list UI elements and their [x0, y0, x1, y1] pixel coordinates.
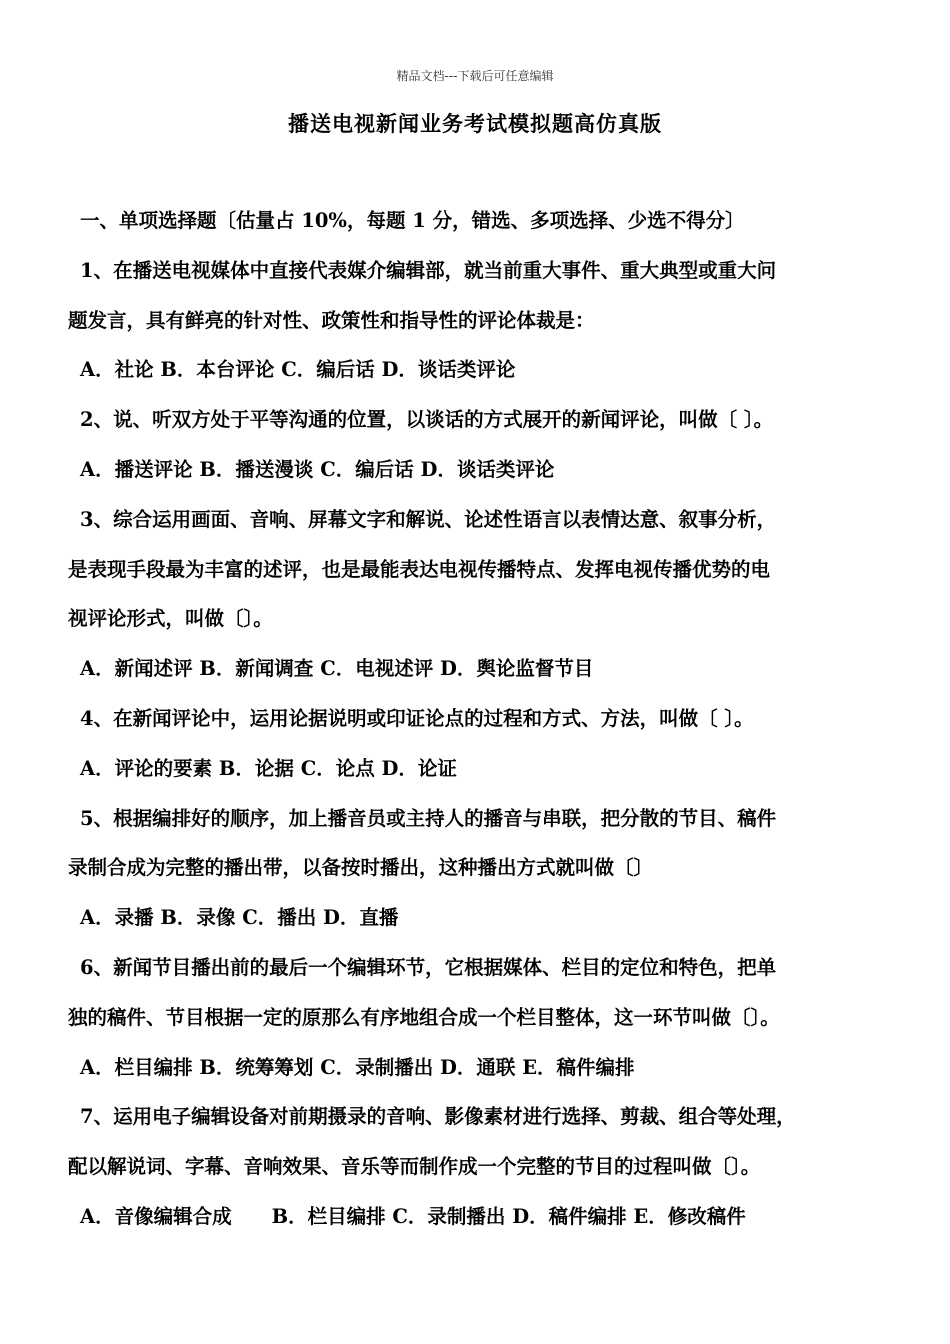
question-3-options: A．新闻述评 B．新闻调查 C．电视述评 D．舆论监督节目 [80, 657, 594, 681]
question-7-line-2: 配以解说词、字幕、音响效果、音乐等而制作成一个完整的节目的过程叫做〔〕。 [68, 1155, 761, 1179]
question-3-line-2: 是表现手段最为丰富的述评，也是最能表达电视传播特点、发挥电视传播优势的电 [68, 557, 771, 581]
section-heading: 一、单项选择题〔估量占 10%，每题 1 分，错选、多项选择、少选不得分〕 [80, 209, 745, 232]
question-3-line-3: 视评论形式，叫做〔〕。 [68, 607, 273, 631]
question-7-line-1: 7、运用电子编辑设备对前期摄录的音响、影像素材进行选择、剪裁、组合等处理， [80, 1105, 796, 1129]
question-2-options: A．播送评论 B．播送漫谈 C．编后话 D．谈话类评论 [80, 457, 555, 481]
question-7-option-a: A．音像编辑合成 [80, 1204, 232, 1228]
document-title: 播送电视新闻业务考试模拟题高仿真版 [288, 111, 662, 136]
question-3-line-1: 3、综合运用画面、音响、屏幕文字和解说、论述性语言以表情达意、叙事分析， [80, 507, 777, 531]
question-6-line-2: 独的稿件、节目根据一定的原那么有序地组合成一个栏目整体，这一环节叫做〔〕。 [68, 1005, 780, 1029]
question-1-line-2: 题发言，具有鲜亮的针对性、政策性和指导性的评论体裁是： [68, 308, 595, 332]
question-7-options [68, 1192, 896, 1242]
question-1-options: A．社论 B．本台评论 C．编后话 D．谈话类评论 [80, 358, 516, 382]
question-4-line-1: 4、在新闻评论中，运用论据说明或印证论点的过程和方式、方法，叫做〔 〕。 [80, 706, 754, 730]
question-6-options: A．栏目编排 B．统筹筹划 C．录制播出 D．通联 E．稿件编排 [80, 1055, 635, 1079]
question-7-options-rest: B．栏目编排 C．录制播出 D．稿件编排 E．修改稿件 [271, 1204, 746, 1228]
question-2-line-1: 2、说、听双方处于平等沟通的位置，以谈话的方式展开的新闻评论，叫做〔 〕。 [80, 408, 774, 432]
question-1-line-1: 1、在播送电视媒体中直接代表媒介编辑部，就当前重大事件、重大典型或重大问 [80, 258, 777, 282]
question-6-line-1: 6、新闻节目播出前的最后一个编辑环节，它根据媒体、栏目的定位和特色，把单 [80, 955, 777, 979]
question-5-options: A．录播 B．录像 C．播出 D．直播 [80, 906, 399, 930]
question-5-line-1: 5、根据编排好的顺序，加上播音员或主持人的播音与串联，把分散的节目、稿件 [80, 806, 777, 830]
question-5-line-2: 录制合成为完整的播出带，以备按时播出，这种播出方式就叫做〔〕 [68, 856, 654, 880]
header-note: 精品文档---下载后可任意编辑 [396, 69, 554, 83]
document-body [68, 196, 896, 1242]
question-4-options: A．评论的要素 B．论据 C．论点 D．论证 [80, 756, 457, 780]
